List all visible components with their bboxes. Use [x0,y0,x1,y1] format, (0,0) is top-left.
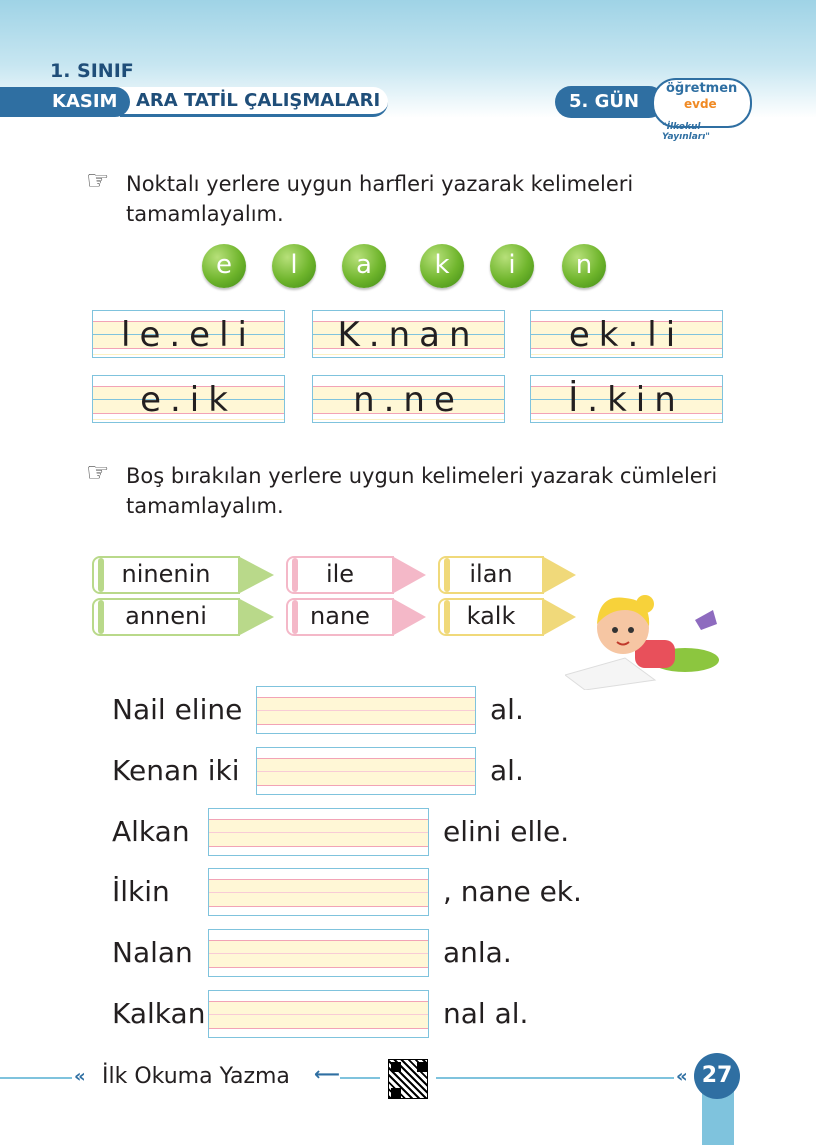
answer-field[interactable] [208,929,429,977]
letter-ball: e [202,244,246,288]
sentence-end: elini elle. [443,815,570,848]
footer-line-right [436,1077,674,1079]
answer-field[interactable] [208,990,429,1038]
letter-ball: l [272,244,316,288]
sentence-start: Kenan iki [112,754,240,787]
answer-field[interactable] [256,747,476,795]
arrow-left-icon: ⟵ [314,1064,340,1085]
sentence-end: al. [490,754,524,787]
instruction-1: Noktalı yerlere uygun harfleri yazarak kelimeleri tamamlayalım. [126,172,634,226]
letter-ball: k [420,244,464,288]
pointing-hand-icon: ☞ [86,458,110,488]
sentence-start: Nail eline [112,693,243,726]
sentence-end: nal al. [443,997,529,1030]
sentence-end: anla. [443,936,512,969]
header-title: ARA TATİL ÇALIŞMALARI [120,87,388,117]
answer-field[interactable] [208,808,429,856]
letter-ball: i [490,244,534,288]
double-chevron-left-icon: « [74,1066,86,1087]
double-chevron-left-icon: « [676,1066,688,1087]
girl-illustration [565,580,725,690]
pointing-hand-icon: ☞ [86,166,110,196]
word-pencil: ilan [438,556,578,594]
answer-field[interactable] [256,686,476,734]
letter-ball: a [342,244,386,288]
sentence-end: al. [490,693,524,726]
sentence-start: İlkin [112,875,170,908]
word-pencil: nane [286,598,428,636]
word-pencil: kalk [438,598,578,636]
sentence-start: Alkan [112,815,190,848]
sentence-start: Kalkan [112,997,206,1030]
word-pencil: ile [286,556,428,594]
publisher-logo: öğretmen evde "İlkokul Yayınları" [652,78,750,140]
footer-subject: İlk Okuma Yazma [102,1064,290,1089]
word-box[interactable]: K.nan [312,310,505,358]
word-pencil: ninenin [92,556,276,594]
day-badge: 5. GÜN [555,86,665,118]
answer-field[interactable] [208,868,429,916]
footer-line-mid [340,1077,380,1079]
page-number: 27 [694,1053,740,1099]
footer-line-left [0,1077,72,1079]
word-box[interactable]: İ.kin [530,375,723,423]
sentence-start: Nalan [112,936,193,969]
word-pencil: anneni [92,598,276,636]
instruction-2: Boş bırakılan yerlere uygun kelimeleri yazarak cümleleri tamamlayalım. [126,464,718,518]
month-tab: KASIM [0,87,130,117]
word-box[interactable]: n.ne [312,375,505,423]
word-box[interactable]: ek.li [530,310,723,358]
word-box[interactable]: le.eli [92,310,285,358]
sentence-end: , nane ek. [443,875,582,908]
qr-code[interactable] [388,1059,428,1099]
letter-ball: n [562,244,606,288]
grade-label: 1. SINIF [50,60,134,82]
word-box[interactable]: e.ik [92,375,285,423]
